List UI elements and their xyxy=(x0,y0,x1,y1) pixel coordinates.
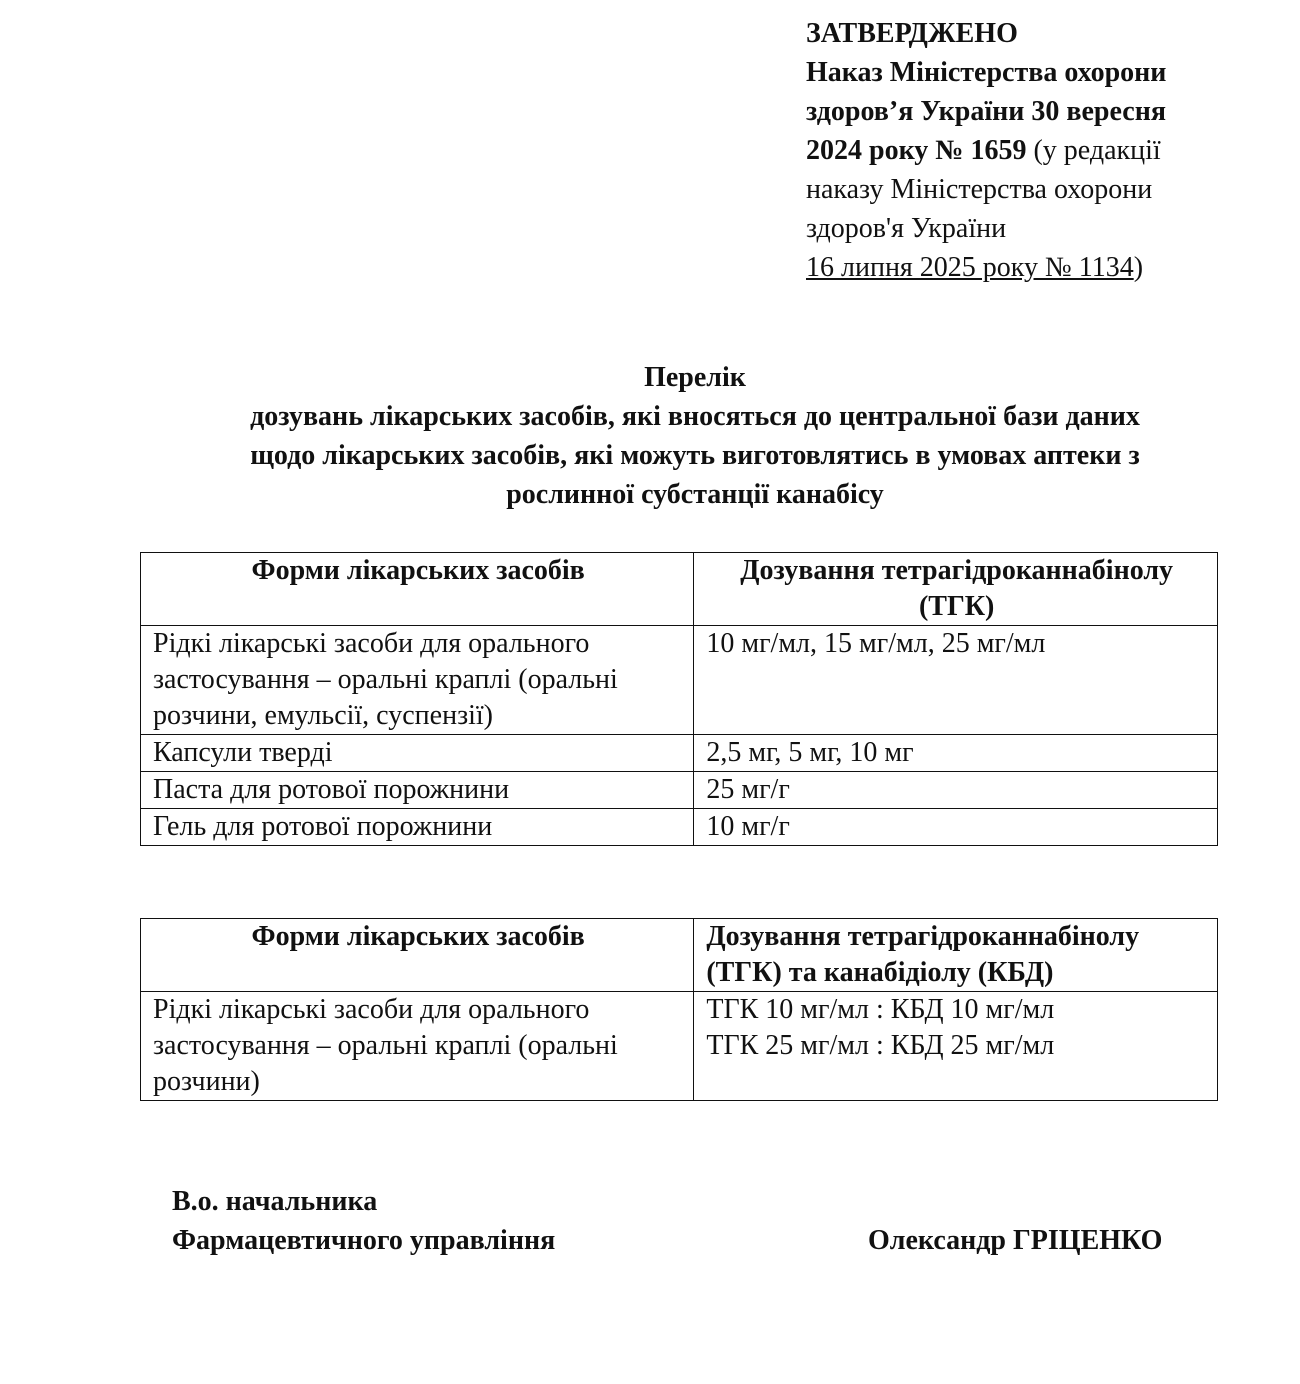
dose-cell: 10 мг/г xyxy=(694,809,1218,846)
amendment-order-date: 16 липня 2025 року № 1134 xyxy=(806,252,1134,283)
dose-line: ТГК 10 мг/мл : КБД 10 мг/мл xyxy=(706,994,1055,1025)
approved-label: ЗАТВЕРДЖЕНО xyxy=(806,18,1018,49)
position-line-2: Фармацевтичного управління xyxy=(172,1225,556,1256)
signatory-position xyxy=(172,1182,555,1260)
signatory-name: Олександр ГРІЦЕНКО xyxy=(868,1225,1163,1256)
dose-line: ТГК 25 мг/мл : КБД 25 мг/мл xyxy=(706,1030,1055,1061)
header-line: Дозування тетрагідроканнабінолу xyxy=(706,921,1140,952)
order-line-2: здоров’я України 30 вересня xyxy=(806,96,1166,127)
form-line: застосування – оральні краплі (оральні xyxy=(153,1030,618,1061)
dose-cell: 25 мг/г xyxy=(694,772,1218,809)
form-cell: Паста для ротової порожнини xyxy=(141,772,694,809)
table-header-row xyxy=(141,919,1218,992)
title-line-4: рослинної субстанції канабісу xyxy=(506,479,884,510)
table-header-row xyxy=(141,553,1218,626)
title-line-2: дозувань лікарських засобів, які вносяться до центральної бази даних xyxy=(250,401,1140,432)
table-row xyxy=(141,809,1218,846)
header-thc-dosage: Дозування тетрагідроканнабінолу (ТГК) xyxy=(694,553,1218,626)
order-line-1: Наказ Міністерства охорони xyxy=(806,57,1167,88)
document-title xyxy=(140,358,1250,514)
table-row xyxy=(141,735,1218,772)
header-line: (ТГК) та канабідіолу (КБД) xyxy=(706,957,1054,988)
amendment-intro: (у редакції xyxy=(1026,135,1161,166)
form-cell xyxy=(141,992,694,1101)
form-cell xyxy=(141,626,694,735)
position-line-1: В.о. начальника xyxy=(172,1186,378,1217)
title-line-1: Перелік xyxy=(644,362,746,393)
amendment-line-1: наказу Міністерства охорони xyxy=(806,174,1153,205)
dose-cell: 2,5 мг, 5 мг, 10 мг xyxy=(694,735,1218,772)
form-line: застосування – оральні краплі (оральні xyxy=(153,664,618,695)
form-cell: Капсули тверді xyxy=(141,735,694,772)
order-line-3 xyxy=(806,131,1246,170)
thc-dosage-table xyxy=(140,552,1218,846)
header-forms: Форми лікарських засобів xyxy=(141,553,694,626)
approval-stamp xyxy=(806,14,1246,287)
dose-cell: 10 мг/мл, 15 мг/мл, 25 мг/мл xyxy=(694,626,1218,735)
table-row xyxy=(141,992,1218,1101)
title-line-3: щодо лікарських засобів, які можуть виготовлятись в умовах аптеки з xyxy=(250,440,1140,471)
table-row xyxy=(141,772,1218,809)
form-line: Рідкі лікарські засоби для орального xyxy=(153,628,590,659)
table-row xyxy=(141,626,1218,735)
header-forms: Форми лікарських засобів xyxy=(141,919,694,992)
amendment-line-3 xyxy=(806,248,1246,287)
amendment-line-2: здоров'я України xyxy=(806,213,1007,244)
thc-cbd-dosage-table xyxy=(140,918,1218,1101)
form-cell: Гель для ротової порожнини xyxy=(141,809,694,846)
order-number: 2024 року № 1659 xyxy=(806,135,1027,166)
form-line: розчини) xyxy=(153,1066,260,1097)
form-line: розчини, емульсії, суспензії) xyxy=(153,700,494,731)
form-line: Рідкі лікарські засоби для орального xyxy=(153,994,590,1025)
header-thc-cbd-dosage xyxy=(694,919,1218,992)
amendment-close-paren: ) xyxy=(1133,252,1144,283)
dose-cell xyxy=(694,992,1218,1101)
